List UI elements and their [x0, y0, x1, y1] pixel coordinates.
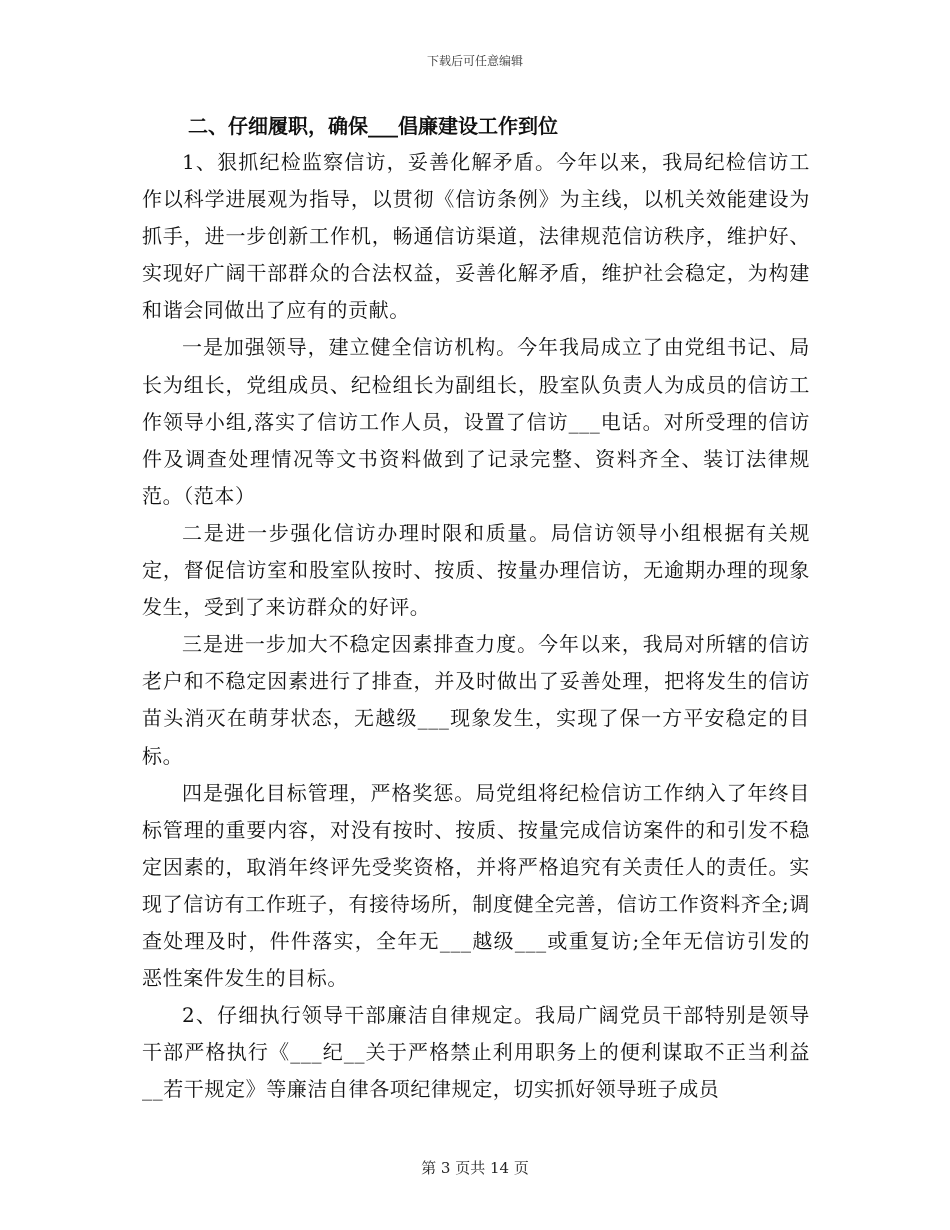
document-body [142, 108, 810, 1108]
page-header: 下载后可任意编辑 [426, 54, 523, 68]
paragraph-5: 四是强化目标管理，严格奖惩。局党组将纪检信访工作纳入了年终目标管理的重要内容，对没有按时、按质、按量完成信访案件的和引发不稳定因素的，取消年终评先受奖资格，并将严格追究有关责任人的责任。实现了信访有工作班子，有接待场所，制度健全完善，信访工作资料齐全;调查处理及时，件件落实，全年无___越级___或重复访;全年无信访引发的恶性案件发生的目标。 [142, 780, 810, 991]
paragraph-2: 一是加强领导，建立健全信访机构。今年我局成立了由党组书记、局长为组长，党组成员、纪检组长为副组长，股室队负责人为成员的信访工作领导小组,落实了信访工作人员，设置了信访___电话。对所受理的信访件及调查处理情况等文书资料做到了记录完整、资料齐全、装订法律规范。（范本） [142, 335, 810, 508]
paragraph-6: 2、仔细执行领导干部廉洁自律规定。我局广阔党员干部特别是领导干部严格执行《___纪__关于严格禁止利用职务上的便利谋取不正当利益__若干规定》等廉洁自律各项纪律规定，切实抓好领导班子成员 [142, 1003, 810, 1102]
page-footer: 第 3 页共 14 页 [421, 1159, 529, 1177]
paragraph-3: 二是进一步强化信访办理时限和质量。局信访领导小组根据有关规定，督促信访室和股室队按时、按质、按量办理信访，无逾期办理的现象发生，受到了来访群众的好评。 [142, 520, 810, 620]
section-heading: 二、仔细履职，确保___倡廉建设工作到位 [188, 114, 558, 138]
paragraph-4: 三是进一步加大不稳定因素排查力度。今年以来，我局对所辖的信访老户和不稳定因素进行了排查，并及时做出了妥善处理，把将发生的信访苗头消灭在萌芽状态，无越级___现象发生，实现了保一方平安稳定的目标。 [142, 632, 810, 768]
paragraph-1: 1、狠抓纪检监察信访，妥善化解矛盾。今年以来，我局纪检信访工作以科学进展观为指导，以贯彻《信访条例》为主线，以机关效能建设为抓手，进一步创新工作机，畅通信访渠道，法律规范信访秩序，维护好、实现好广阔干部群众的合法权益，妥善化解矛盾，维护社会稳定，为构建和谐会同做出了应有的贡献。 [142, 150, 810, 323]
